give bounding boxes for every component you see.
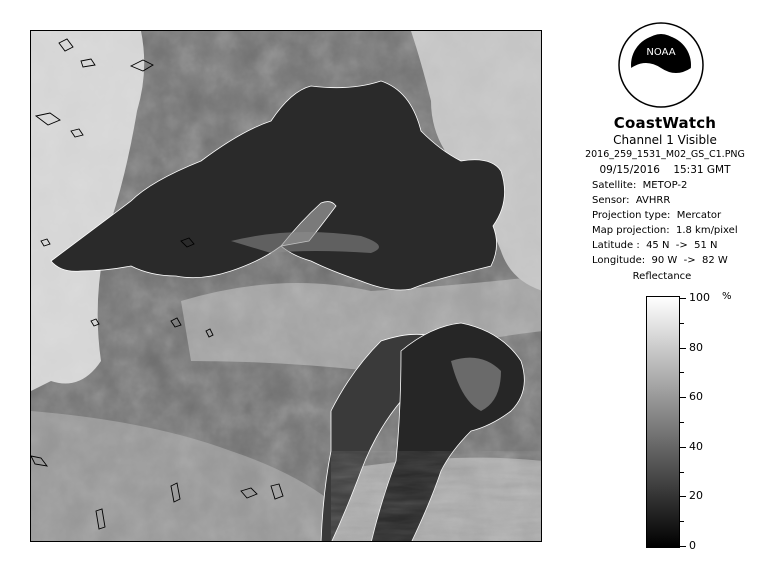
noaa-logo-graphic bbox=[616, 20, 706, 110]
colorbar-tick bbox=[680, 546, 686, 547]
colorbar-tick bbox=[680, 298, 686, 299]
colorbar-minor-tick bbox=[680, 472, 684, 473]
reflectance-colorbar bbox=[646, 296, 680, 548]
noaa-logo-text: NOAA bbox=[646, 47, 676, 58]
longitude-label: Longitude: 90 W -> 82 W bbox=[592, 255, 728, 266]
map-projection-label: Map projection: 1.8 km/pixel bbox=[592, 225, 738, 236]
colorbar-tick-label: 20 bbox=[689, 489, 703, 503]
colorbar-tick bbox=[680, 348, 686, 349]
product-title: CoastWatch bbox=[613, 114, 717, 132]
satellite-image bbox=[30, 30, 542, 542]
sensor-label: Sensor: AVHRR bbox=[592, 195, 671, 206]
colorbar-tick-label: 100 bbox=[689, 291, 710, 304]
filename-label: 2016_259_1531_M02_GS_C1.PNG bbox=[585, 149, 745, 160]
colorbar-tick-label: 40 bbox=[689, 439, 703, 453]
colorbar-minor-tick bbox=[680, 521, 684, 522]
info-panel bbox=[560, 114, 770, 266]
channel-label: Channel 1 Visible bbox=[613, 133, 717, 147]
colorbar-minor-tick bbox=[680, 372, 684, 373]
colorbar-tick bbox=[680, 447, 686, 448]
colorbar-tick-label: 0 bbox=[689, 539, 696, 552]
colorbar-tick bbox=[680, 496, 686, 497]
noaa-logo bbox=[616, 20, 706, 110]
satellite-label: Satellite: METOP-2 bbox=[592, 180, 688, 191]
colorbar-tick-label: 60 bbox=[689, 390, 703, 404]
satellite-scene bbox=[31, 31, 542, 542]
datetime-label: 09/15/2016 15:31 GMT bbox=[599, 164, 731, 176]
legend-title: Reflectance bbox=[632, 271, 692, 282]
colorbar-minor-tick bbox=[680, 323, 684, 324]
colorbar-tick-label: 80 bbox=[689, 340, 703, 354]
latitude-label: Latitude : 45 N -> 51 N bbox=[592, 240, 718, 251]
projection-type-label: Projection type: Mercator bbox=[592, 210, 722, 221]
colorbar-minor-tick bbox=[680, 422, 684, 423]
legend-unit: % bbox=[722, 291, 732, 302]
colorbar-tick bbox=[680, 397, 686, 398]
